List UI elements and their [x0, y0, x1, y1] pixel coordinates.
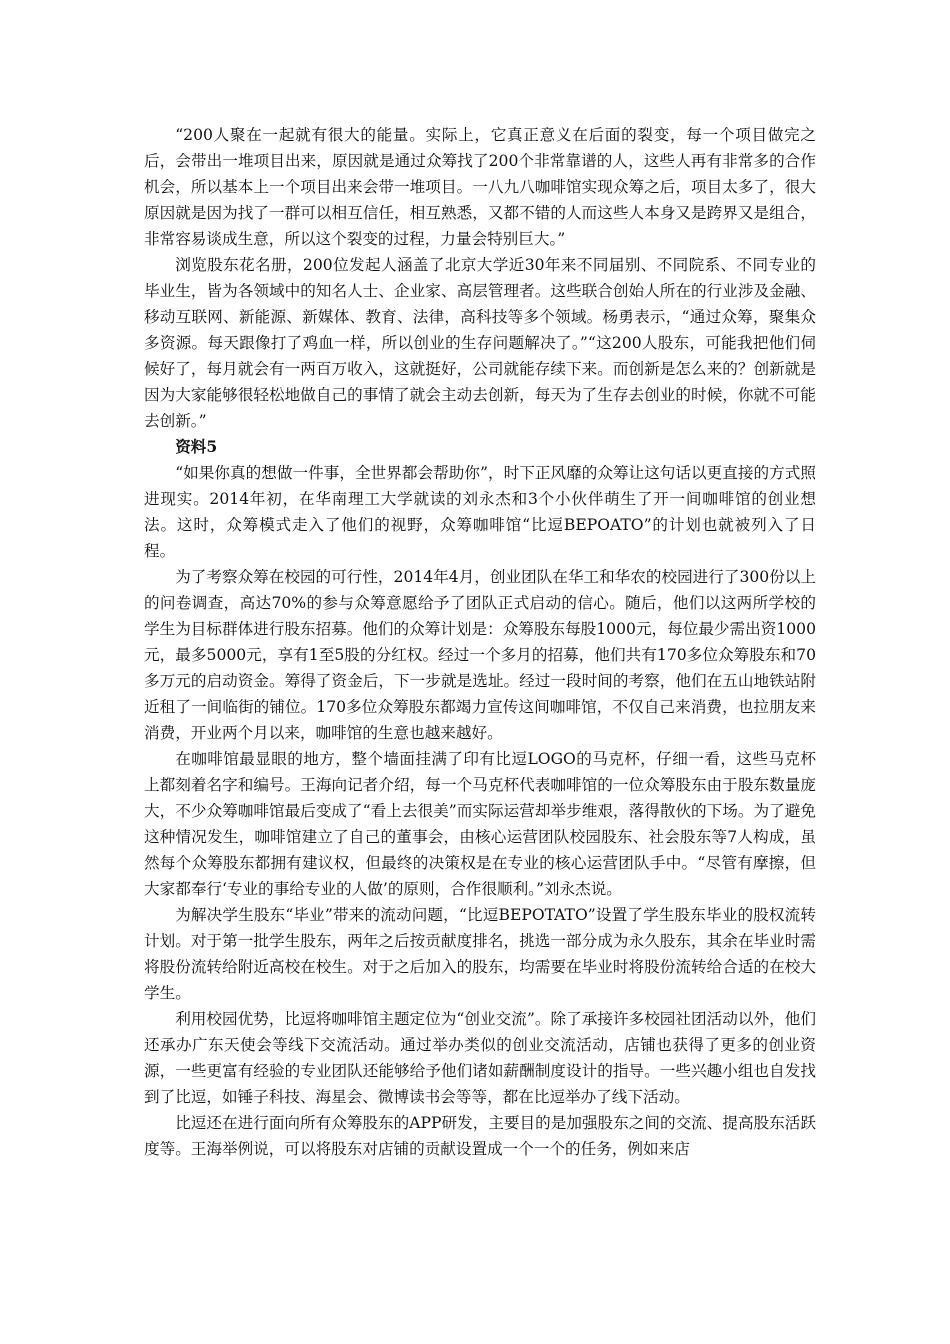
paragraph: 比逗还在进行面向所有众筹股东的APP研发，主要目的是加强股东之间的交流、提高股东活跃度等。王海举例说，可以将股东对店铺的贡献设置成一个一个的任务，例如来店 [144, 1114, 816, 1158]
paragraph: 为解决学生股东“毕业”带来的流动问题，“比逗BEPOTATO”设置了学生股东毕业的股权流转计划。对于第一批学生股东，两年之后按贡献度排名，挑选一部分成为永久股东，其余在毕业时需将股份流转给附近高校在校生。对于之后加入的股东，均需要在毕业时将股份流转给合适的在校大学生。 [144, 906, 816, 1002]
paragraph: 浏览股东花名册，200位发起人涵盖了北京大学近30年来不同届别、不同院系、不同专业的毕业生，皆为各领域中的知名人士、企业家、高层管理者。这些联合创始人所在的行业涉及金融、移动互联网、新能源、新媒体、教育、法律，高科技等多个领域。杨勇表示，“通过众筹，聚集众多资源。每天跟像打了鸡血一样，所以创业的生存问题解决了。”“这200人股东，可能我把他们伺候好了，每月就会有一两百万收入，这就挺好，公司就能存续下来。而创新是怎么来的？创新就是因为大家能够很轻松地做自己的事情了就会主动去创新，每天为了生存去创业的时候，你就不可能去创新。” [144, 256, 816, 430]
paragraph: “200人聚在一起就有很大的能量。实际上，它真正意义在后面的裂变，每一个项目做完之后，会带出一堆项目出来，原因就是通过众筹找了200个非常靠谱的人，这些人再有非常多的合作机会，所以基本上一个项目出来会带一堆项目。一八九八咖啡馆实现众筹之后，项目太多了，很大原因就是因为找了一群可以相互信任，相互熟悉，又都不错的人而这些人本身又是跨界又是组合，非常容易谈成生意，所以这个裂变的过程，力量会特别巨大。” [144, 126, 816, 248]
paragraph: “如果你真的想做一件事，全世界都会帮助你”，时下正风靡的众筹让这句话以更直接的方式照进现实。2014年初，在华南理工大学就读的刘永杰和3个小伙伴萌生了开一间咖啡馆的创业想法。这时，众筹模式走入了他们的视野，众筹咖啡馆“比逗BEPOATO”的计划也就被列入了日程。 [144, 464, 816, 560]
paragraph: 利用校园优势，比逗将咖啡馆主题定位为“创业交流”。除了承接许多校园社团活动以外，他们还承办广东天使会等线下交流活动。通过举办类似的创业交流活动，店铺也获得了更多的创业资源，一些更富有经验的专业团队还能够给予他们诸如薪酬制度设计的指导。一些兴趣小组也自发找到了比逗，如锤子科技、海星会、微博读书会等等，都在比逗举办了线下活动。 [144, 1010, 816, 1106]
paragraph: 在咖啡馆最显眼的地方，整个墙面挂满了印有比逗LOGO的马克杯，仔细一看，这些马克杯上都刻着名字和编号。王海向记者介绍，每一个马克杯代表咖啡馆的一位众筹股东由于股东数量庞大，不少众筹咖啡馆最后变成了“看上去很美”而实际运营却举步维艰，落得散伙的下场。为了避免这种情况发生，咖啡馆建立了自己的董事会，由核心运营团队校园股东、社会股东等7人构成，虽然每个众筹股东都拥有建议权，但最终的决策权是在专业的核心运营团队手中。“尽管有摩擦，但大家都奉行‘专业的事给专业的人做’的原则，合作很顺利。”刘永杰说。 [144, 750, 816, 898]
paragraph: 为了考察众筹在校园的可行性，2014年4月，创业团队在华工和华农的校园进行了300份以上的问卷调查，高达70%的参与众筹意愿给予了团队正式启动的信心。随后，他们以这两所学校的学生为目标群体进行股东招募。他们的众筹计划是：众筹股东每股1000元，每位最少需出资1000元，最多5000元，享有1至5股的分红权。经过一个多月的招募，他们共有170多位众筹股东和70多万元的启动资金。筹得了资金后，下一步就是选址。经过一段时间的考察，他们在五山地铁站附近租了一间临街的铺位。170多位众筹股东都竭力宣传这间咖啡馆，不仅自己来消费，也拉朋友来消费，开业两个月以来，咖啡馆的生意也越来越好。 [144, 568, 816, 742]
document-body [144, 122, 816, 1162]
section-heading: 资料5 [175, 437, 218, 456]
